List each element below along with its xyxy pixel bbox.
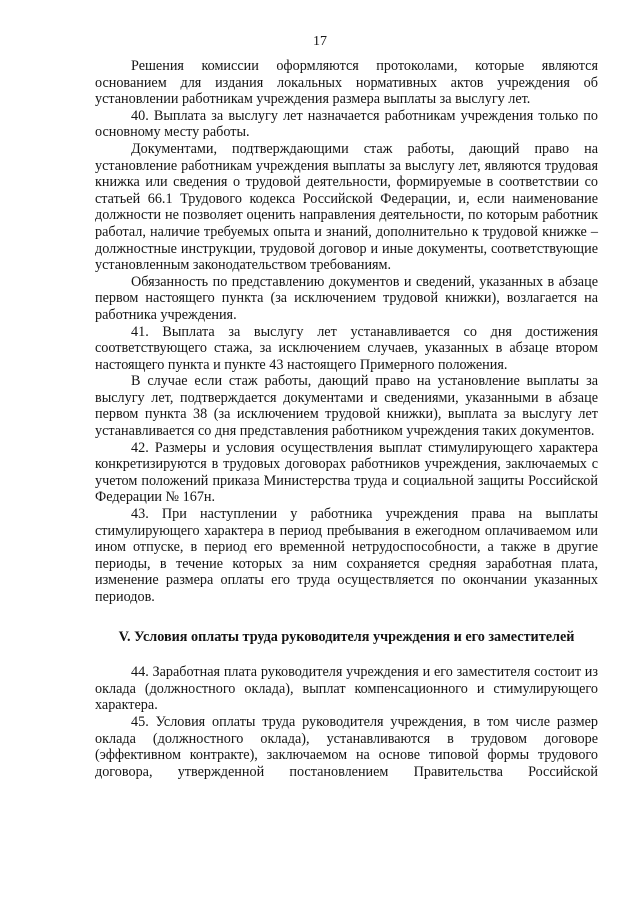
paragraph-item-45: 45. Условия оплаты труда руководителя учреждения, в том числе размер оклада (должностного оклада), устанавливаются в трудовом договоре (эффективном контракте), заключаемом на основе типовой формы трудового договора, утвержденной постановлением Правительства Российской bbox=[95, 713, 598, 780]
paragraph-item-40: 40. Выплата за выслугу лет назначается работникам учреждения только по основному месту работы. bbox=[95, 107, 598, 141]
paragraph-commission-decisions: Решения комиссии оформляются протоколами, которые являются основанием для издания локальных нормативных актов учреждения об установлении работникам учреждения размера выплаты за выслугу лет. bbox=[95, 58, 598, 108]
page-number: 17 bbox=[313, 34, 327, 49]
paragraph-item-44: 44. Заработная плата руководителя учреждения и его заместителя состоит из оклада (должностного оклада), выплат компенсационного и стимулирующего характера. bbox=[95, 664, 598, 714]
document-body bbox=[95, 58, 598, 780]
paragraph-obligation: Обязанность по представлению документов и сведений, указанных в абзаце первом настоящего пункта (за исключением трудовой книжки), возлагается на работника учреждения. bbox=[95, 273, 598, 323]
section-heading: V. Условия оплаты труда руководителя учреждения и его заместителей bbox=[118, 628, 575, 645]
paragraph-item-42: 42. Размеры и условия осуществления выплат стимулирующего характера конкретизируются в трудовых договорах работников учреждения, заключаемых с учетом положений приказа Министерства труда и социальной защиты Российской Федерации № 167н. bbox=[95, 439, 598, 506]
paragraph-item-41: 41. Выплата за выслугу лет устанавливается со дня достижения соответствующего стажа, за исключением случаев, указанных в абзаце втором настоящего пункта и пункте 43 настоящего Примерного положения. bbox=[95, 323, 598, 373]
paragraph-supporting-documents: Документами, подтверждающими стаж работы, дающий право на установление работникам учреждения выплаты за выслугу лет, являются трудовая книжка или сведения о трудовой деятельности, формируемые в соответствии со статьей 66.1 Трудового кодекса Российской Федерации, и, если наименование должности не позволяет оценить направления деятельности, по которым работник работал, наличие требуемых опыта и знаний, дополнительно к трудовой книжке – должностные инструкции, трудовой договор и иные документы, соответствующие установленным законодательством требованиям. bbox=[95, 140, 598, 274]
paragraph-item-43: 43. При наступлении у работника учреждения права на выплаты стимулирующего характера в период пребывания в ежегодном оплачиваемом или ином отпуске, в период его временной нетрудоспособности, а также в другие периоды, в течение которых за ним сохраняется средняя заработная плата, изменение размера оплаты его труда осуществляется по окончании указанных периодов. bbox=[95, 506, 598, 605]
paragraph-work-experience-case: В случае если стаж работы, дающий право на установление выплаты за выслугу лет, подтверждается документами и сведениями, указанными в абзаце первом пункта 38 (за исключением трудовой книжки), выплата за выслугу лет устанавливается со дня представления работником учреждения таких документов. bbox=[95, 373, 598, 440]
